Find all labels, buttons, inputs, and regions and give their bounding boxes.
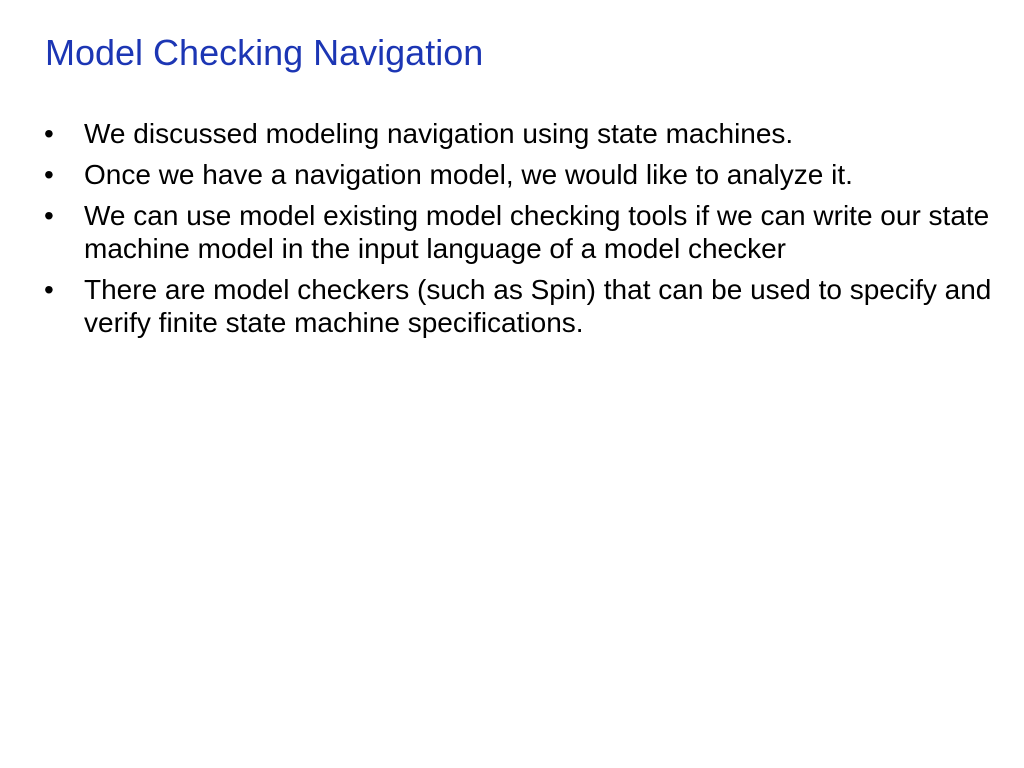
bullet-item — [44, 158, 994, 191]
bullet-item — [44, 273, 994, 339]
bullet-icon: • — [44, 118, 54, 149]
slide-title: Model Checking Navigation — [45, 32, 484, 73]
bullet-item — [44, 199, 994, 265]
bullet-text: We discussed modeling navigation using state machines. — [84, 118, 794, 149]
bullet-item — [44, 117, 994, 150]
bullet-text: We can use model existing model checking tools if we can write our state machine model in the input language of a model checker — [84, 200, 990, 264]
bullet-icon: • — [44, 159, 54, 190]
bullet-icon: • — [44, 274, 54, 305]
bullet-text: There are model checkers (such as Spin) that can be used to specify and verify finite state machine specifications. — [84, 274, 992, 338]
bullet-list — [44, 117, 994, 347]
bullet-icon: • — [44, 200, 54, 231]
bullet-text: Once we have a navigation model, we would like to analyze it. — [84, 159, 853, 190]
